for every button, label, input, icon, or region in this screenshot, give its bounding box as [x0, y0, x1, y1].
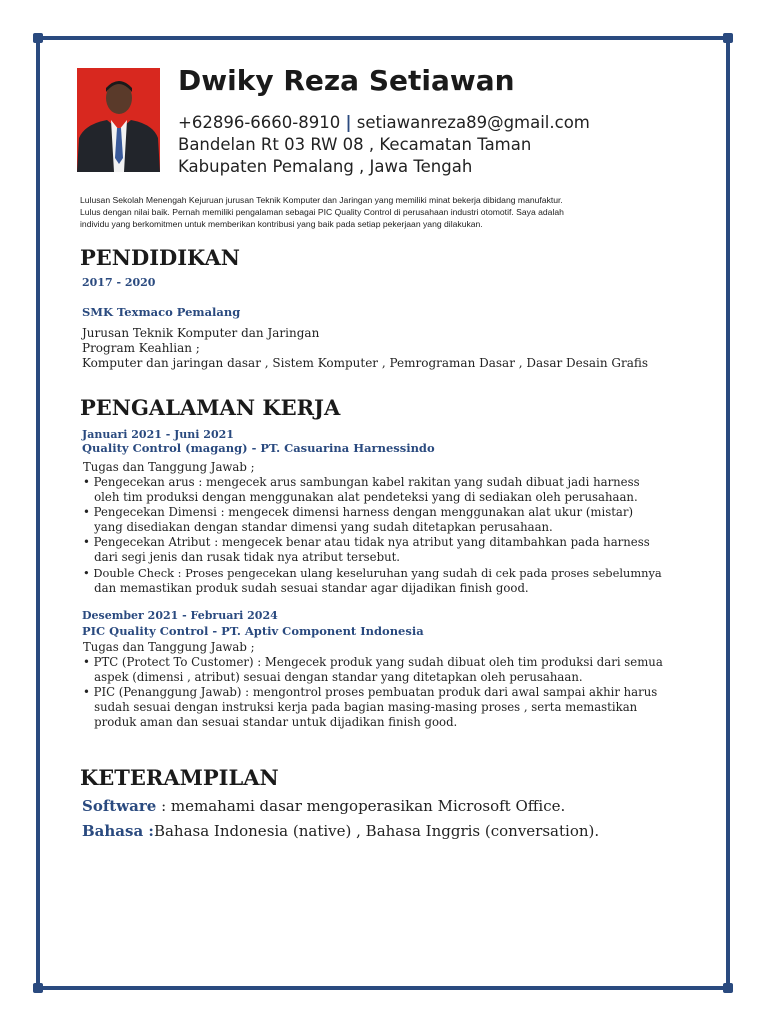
job-duty-line: oleh tim produksi dengan menggunakan alat pendeteksi yang di sediakan oleh perusahaan. — [83, 490, 638, 504]
skill-software-label: Software — [82, 797, 157, 815]
phone-number: +62896-6660-8910 — [178, 113, 341, 132]
education-program-list: Komputer dan jaringan dasar , Sistem Komputer , Pemrograman Dasar , Dasar Desain Grafis — [82, 356, 649, 370]
skill-language-label: Bahasa : — [82, 822, 154, 840]
frame-corner-top-right — [723, 33, 733, 43]
frame-top-line — [40, 36, 730, 40]
summary-line: individu yang berkomitmen untuk memberikan kontribusi yang baik pada setiap pekerjaan yang dilakukan. — [80, 219, 483, 229]
email-address: setiawanreza89@gmail.com — [356, 113, 590, 132]
job-duty-line: dari segi jenis dan rusak tidak nya atribut tersebut. — [83, 550, 401, 564]
job-duty-line: yang disediakan dengan standar dimensi yang sudah ditetapkan perusahaan. — [83, 520, 553, 534]
education-title: PENDIDIKAN — [80, 245, 240, 270]
frame-corner-top-left — [33, 33, 43, 43]
job-duties-label: Tugas dan Tanggung Jawab ; — [83, 460, 255, 474]
contact-line — [178, 113, 590, 132]
job-period: Januari 2021 - Juni 2021 — [82, 428, 234, 441]
frame-right-line — [726, 40, 730, 986]
school-name: SMK Texmaco Pemalang — [82, 305, 241, 319]
profile-photo — [77, 68, 160, 172]
skills-title: KETERAMPILAN — [80, 765, 279, 790]
skill-language — [82, 822, 599, 840]
education-major: Jurusan Teknik Komputer dan Jaringan — [82, 326, 320, 340]
job-role: Quality Control (magang) - PT. Casuarina Harnessindo — [82, 441, 435, 455]
job-duty-line: • PTC (Protect To Customer) : Mengecek produk yang sudah dibuat oleh tim produksi dari semua — [83, 655, 663, 669]
job-duty-line: produk aman dan sesuai standar untuk dijadikan finish good. — [83, 715, 458, 729]
candidate-name: Dwiky Reza Setiawan — [178, 64, 515, 97]
job-duty-line: sudah sesuai dengan instruksi kerja pada bagian masing-masing proses , serta memastikan — [83, 700, 638, 714]
contact-separator: | — [345, 113, 352, 132]
education-period: 2017 - 2020 — [82, 276, 156, 289]
profile-summary — [80, 194, 720, 230]
skill-software — [82, 797, 565, 815]
frame-corner-bottom-left — [33, 983, 43, 993]
job-period: Desember 2021 - Februari 2024 — [82, 609, 278, 622]
skill-software-value: : memahami dasar mengoperasikan Microsoft Office. — [156, 797, 566, 815]
job-duty-line: • Pengecekan Atribut : mengecek benar atau tidak nya atribut yang ditambahkan pada harness — [83, 535, 650, 549]
job-duty-line: • Pengecekan Dimensi : mengecek dimensi harness dengan menggunakan alat ukur (mistar) — [83, 505, 634, 519]
job-duty-line: • PIC (Penanggung Jawab) : mengontrol proses pembuatan produk dari awal sampai akhir harus — [83, 685, 658, 699]
address-line-1: Bandelan Rt 03 RW 08 , Kecamatan Taman — [178, 135, 532, 154]
job-duty-line: • Pengecekan arus : mengecek arus sambungan kabel rakitan yang sudah dibuat jadi harness — [83, 475, 640, 489]
job-duty-line: • Double Check : Proses pengecekan ulang keseluruhan yang sudah di cek pada proses sebelumnya — [83, 566, 662, 580]
job-role: PIC Quality Control - PT. Aptiv Component Indonesia — [82, 624, 424, 638]
job-duties-label: Tugas dan Tanggung Jawab ; — [83, 640, 255, 654]
skill-language-value: Bahasa Indonesia (native) , Bahasa Inggris (conversation). — [153, 822, 600, 840]
person-silhouette-icon — [77, 68, 160, 172]
summary-line: Lulusan Sekolah Menengah Kejuruan jurusan Teknik Komputer dan Jaringan yang memiliki minat bekerja dibidang manufaktur. — [80, 195, 563, 205]
job-duty-line: aspek (dimensi , atribut) sesuai dengan standar yang ditetapkan oleh perusahaan. — [83, 670, 583, 684]
frame-bottom-line — [40, 986, 730, 990]
job-duty-line: dan memastikan produk sudah sesuai standar agar dijadikan finish good. — [83, 581, 529, 595]
frame-corner-bottom-right — [723, 983, 733, 993]
frame-left-line — [36, 40, 40, 986]
experience-title: PENGALAMAN KERJA — [80, 395, 341, 420]
address-line-2: Kabupaten Pemalang , Jawa Tengah — [178, 157, 473, 176]
summary-line: Lulus dengan nilai baik. Pernah memiliki pengalaman sebagai PIC Quality Control di perusahaan industri otomotif. Saya adalah — [80, 207, 564, 217]
education-program-label: Program Keahlian ; — [82, 341, 200, 355]
